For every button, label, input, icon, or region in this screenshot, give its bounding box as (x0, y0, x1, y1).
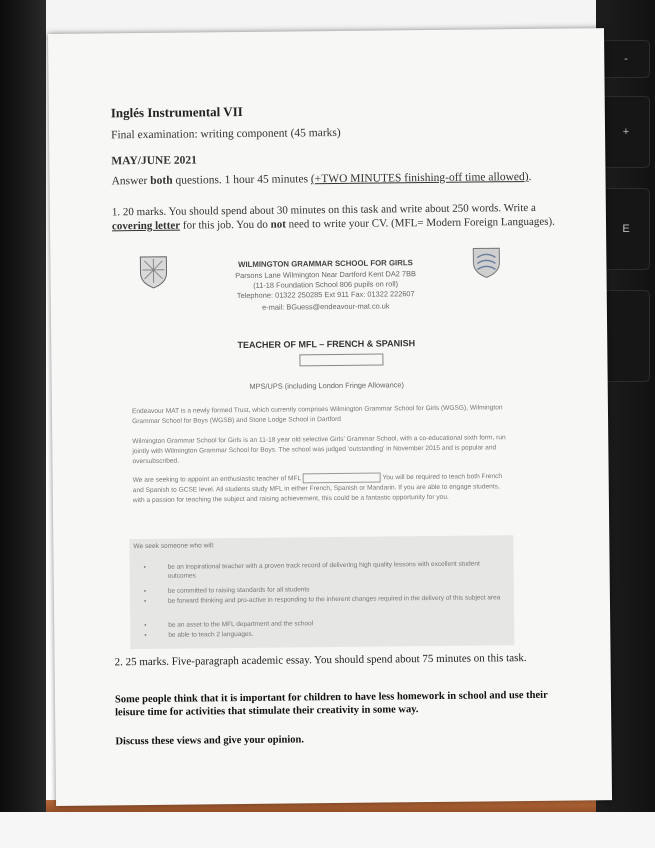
bullet-icon: • (143, 598, 147, 606)
school-address: Parsons Lane Wilmington Near Dartford Kent DA2 7BB (235, 269, 416, 281)
school-crest-icon (138, 255, 168, 289)
keyboard-key-plus: + (602, 96, 650, 168)
school-phone: Telephone: 01322 250285 Ext 911 Fax: 01322 222607 (236, 289, 415, 301)
list-item: • be an asset to the MFL department and the school (144, 620, 314, 630)
list-item: • be forward thinking and pro-active in responding to the inherent changes required in the delivery of this subject area (143, 594, 501, 606)
list-item: • be committed to raising standards for all students (143, 586, 310, 596)
bullet-icon: • (143, 588, 147, 596)
school-name: WILMINGTON GRAMMAR SCHOOL FOR GIRLS (238, 258, 413, 270)
advert-paragraph-2: Wilmington Grammar School for Girls is an 11-18 year old selective Girls' Grammar School, with a co-educational sixth form, run jointly with Wilmington Grammar School for Boys. The school was judged 'outstanding' in November 2015 and is popular and oversubscribed. (132, 434, 506, 466)
answer-instructions: Answer both questions. 1 hour 45 minutes (+TWO MINUTES finishing-off time allowed). (111, 170, 532, 188)
essay-prompt: Some people think that it is important for children to have less homework in school and use their leisure time for activities that stimulate their creativity in some way. (114, 689, 548, 719)
background-bottom (0, 812, 655, 848)
list-item: • be an inspirational teacher with a proven track record of delivering high quality lessons with excellent student outcomes (143, 560, 480, 580)
task-1-instructions: 1. 20 marks. You should spend about 30 minutes on this task and write about 250 words. Write a covering letter for this job. You do not need to write your CV. (MFL= Modern Foreign Languages). (111, 201, 555, 233)
course-title: Inglés Instrumental VII (110, 103, 243, 121)
keyboard-key-blank (602, 290, 650, 382)
keyboard-key-minus: - (602, 40, 650, 78)
bullet-icon: • (144, 632, 147, 640)
advert-paragraph-3: We are seeking to appoint an enthusiastic teacher of MFL You will be required to teach both French and Spanish to GCSE level. All students study MFL in either French, Spanish or Mandarin. If you are able to engage students, with a passion for teaching the subject and raising achievement, this could be a fantastic opportunity for you. (132, 473, 503, 504)
bullet-icon: • (143, 564, 146, 572)
advert-paragraph-1: Endeavour MAT is a newly formed Trust, which currently comprises Wilmington Grammar School for Girls (WGSG), Wilmington Grammar School for Boys (WGSB) and Stone Lodge School in Dartford (131, 404, 503, 426)
blank-box (303, 473, 381, 484)
exam-subtitle: Final examination: writing component (45 marks) (111, 126, 341, 142)
exam-date: MAY/JUNE 2021 (111, 154, 197, 168)
essay-question: Discuss these views and give your opinion. (115, 734, 305, 748)
bullet-icon: • (144, 622, 147, 630)
task-2-instructions: 2. 25 marks. Five-paragraph academic essay. You should spend about 75 minutes on this task. (114, 652, 527, 669)
school-foundation: (11-18 Foundation School 806 pupils on roll) (253, 279, 399, 290)
exam-paper (48, 28, 612, 806)
requirements-heading: We seek someone who will: (133, 542, 215, 551)
keyboard-key-enter: E (602, 188, 650, 270)
keyboard-left (0, 0, 46, 848)
job-advert (130, 243, 534, 659)
list-item: • be able to teach 2 languages. (144, 630, 254, 640)
job-title: TEACHER OF MFL – FRENCH & SPANISH (237, 338, 416, 351)
school-email: e-mail: BGuess@endeavour-mat.co.uk (262, 301, 390, 312)
job-title-box (299, 354, 383, 367)
job-pay-scale: MPS/UPS (including London Fringe Allowance) (249, 380, 404, 391)
